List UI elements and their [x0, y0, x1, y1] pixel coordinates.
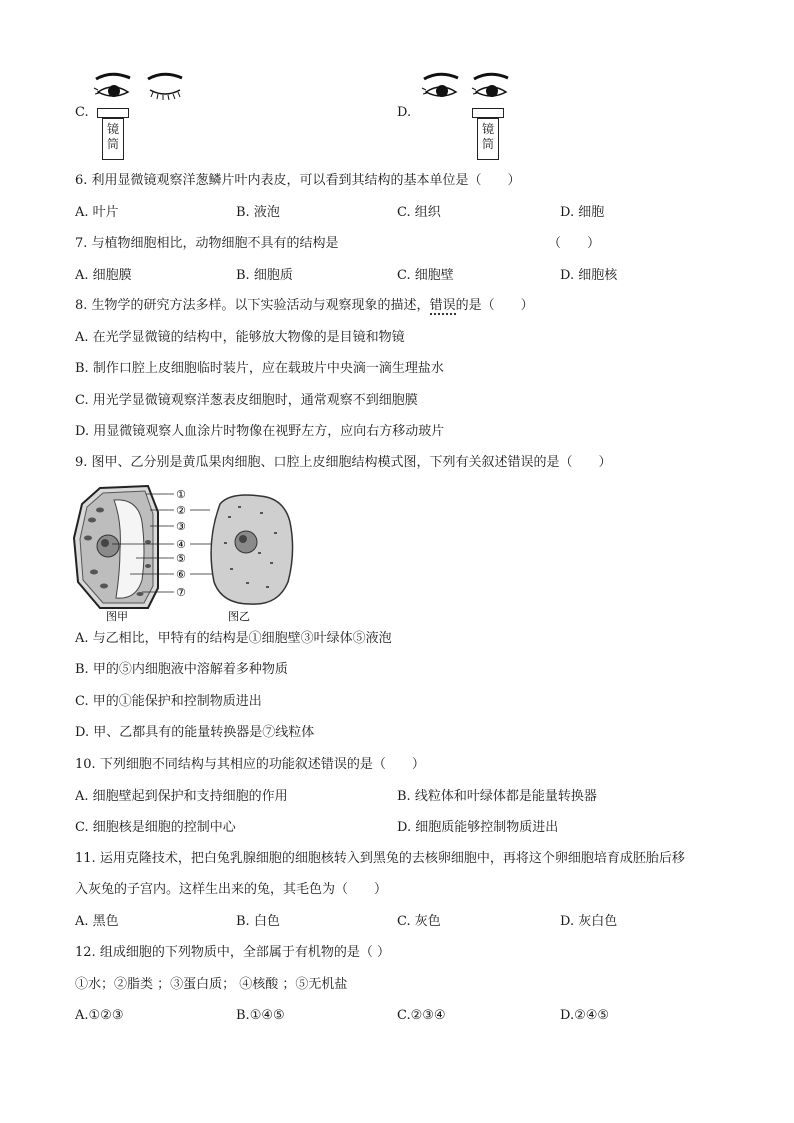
eyepiece-cap [97, 108, 129, 118]
eyes-icon [92, 70, 192, 110]
q7-option-c: C. 细胞壁 [397, 268, 454, 283]
label-3: ③ [176, 520, 186, 533]
caption-figure-a: 图甲 [106, 610, 128, 622]
q8-option-d: D. 用显微镜观察人血涂片时物像在视野左方，应向右方移动玻片 [75, 424, 445, 439]
animal-nucleus [235, 531, 257, 553]
chloroplast [100, 584, 108, 589]
microscope-tube [102, 118, 124, 160]
question-11-stem-line2: 入灰兔的子宫内。这样生出来的兔，其毛色为（ ） [75, 882, 388, 897]
label-6: ⑥ [176, 568, 186, 581]
cell-diagram [70, 482, 310, 622]
q12-option-d: D.②④⑤ [560, 1008, 610, 1023]
label-2: ② [176, 504, 186, 517]
q11-option-b: B. 白色 [236, 914, 280, 929]
q11-option-c: C. 灰色 [397, 914, 441, 929]
question-12-items: ①水；②脂类 ；③蛋白质； ④核酸 ；⑤无机盐 [75, 977, 348, 992]
eyes-icon [420, 70, 520, 110]
tube-char-1: 镜 [106, 122, 119, 136]
q9-option-b: B. 甲的⑤内细胞液中溶解着多种物质 [75, 662, 288, 677]
question-6-stem: 6. 利用显微镜观察洋葱鳞片叶内表皮，可以看到其结构的基本单位是（ ） [75, 173, 521, 188]
label-5: ⑤ [176, 552, 186, 565]
question-7-stem: 7. 与植物细胞相比，动物细胞不具有的结构是 [75, 236, 339, 251]
label-1: ① [176, 488, 186, 501]
q8-option-b: B. 制作口腔上皮细胞临时装片，应在载玻片中央滴一滴生理盐水 [75, 361, 444, 376]
q7-option-b: B. 细胞质 [236, 268, 293, 283]
q9-option-c: C. 甲的①能保护和控制物质进出 [75, 694, 262, 709]
question-9-stem: 9. 图甲、乙分别是黄瓜果肉细胞、口腔上皮细胞结构模式图，下列有关叙述错误的是（ ） [75, 455, 612, 470]
question-8-stem: 8. 生物学的研究方法多样。以下实验活动与观察现象的描述，错误的是（ ） [75, 298, 534, 313]
q10-option-b: B. 线粒体和叶绿体都是能量转换器 [397, 789, 597, 804]
chloroplast [84, 536, 92, 541]
q8-option-c: C. 用光学显微镜观察洋葱表皮细胞时，通常观察不到细胞膜 [75, 393, 418, 408]
chloroplast [96, 508, 104, 513]
q12-option-a: A.①②③ [75, 1008, 124, 1023]
q6-option-a: A. 叶片 [75, 205, 119, 220]
q10-option-d: D. 细胞质能够控制物质进出 [397, 820, 559, 835]
q10-option-a: A. 细胞壁起到保护和支持细胞的作用 [75, 789, 288, 804]
chloroplast [145, 564, 151, 568]
q9-option-d: D. 甲、乙都具有的能量转换器是⑦线粒体 [75, 725, 315, 740]
emphasis-wrong: 错误 [429, 298, 456, 313]
q12-option-b: B.①④⑤ [236, 1008, 285, 1023]
q5-option-d-figure [420, 70, 520, 160]
q6-option-b: B. 液泡 [236, 205, 280, 220]
q11-option-a: A. 黑色 [75, 914, 119, 929]
q5-option-c-letter: C. [75, 105, 89, 120]
caption-figure-b: 图乙 [228, 610, 250, 622]
q6-option-d: D. 细胞 [560, 205, 605, 220]
nucleus [97, 535, 119, 557]
cell-structure-svg [70, 482, 310, 622]
q5-option-d-letter: D. [397, 105, 412, 120]
chloroplast [90, 570, 98, 575]
q11-option-d: D. 灰白色 [560, 914, 618, 929]
question-7-bracket: （ ） [548, 236, 601, 251]
q9-option-a: A. 与乙相比，甲特有的结构是①细胞壁③叶绿体⑤液泡 [75, 631, 392, 646]
label-4: ④ [176, 538, 186, 551]
q10-option-c: C. 细胞核是细胞的控制中心 [75, 820, 236, 835]
chloroplast [88, 518, 96, 523]
tube-char-1: 镜 [481, 122, 494, 136]
q8-option-a: A. 在光学显微镜的结构中，能够放大物像的是目镜和物镜 [75, 330, 405, 345]
mitochondrion [137, 592, 144, 596]
question-10-stem: 10. 下列细胞不同结构与其相应的功能叙述错误的是（ ） [75, 757, 425, 772]
q7-option-d: D. 细胞核 [560, 268, 618, 283]
tube-char-2: 筒 [106, 137, 119, 151]
q6-option-c: C. 组织 [397, 205, 441, 220]
q5-option-c-figure [92, 70, 192, 160]
label-7: ⑦ [176, 586, 186, 599]
question-11-stem-line1: 11. 运用克隆技术，把白兔乳腺细胞的细胞核转入到黑兔的去核卵细胞中，再将这个卵细胞培育成胚胎后移 [75, 851, 685, 866]
tube-char-2: 筒 [481, 137, 494, 151]
q7-option-a: A. 细胞膜 [75, 268, 132, 283]
chloroplast [145, 540, 151, 544]
q12-option-c: C.②③④ [397, 1008, 446, 1023]
microscope-tube [477, 118, 499, 160]
question-12-stem: 12. 组成细胞的下列物质中，全部属于有机物的是（ ） [75, 945, 390, 960]
eyepiece-cap [472, 108, 504, 118]
